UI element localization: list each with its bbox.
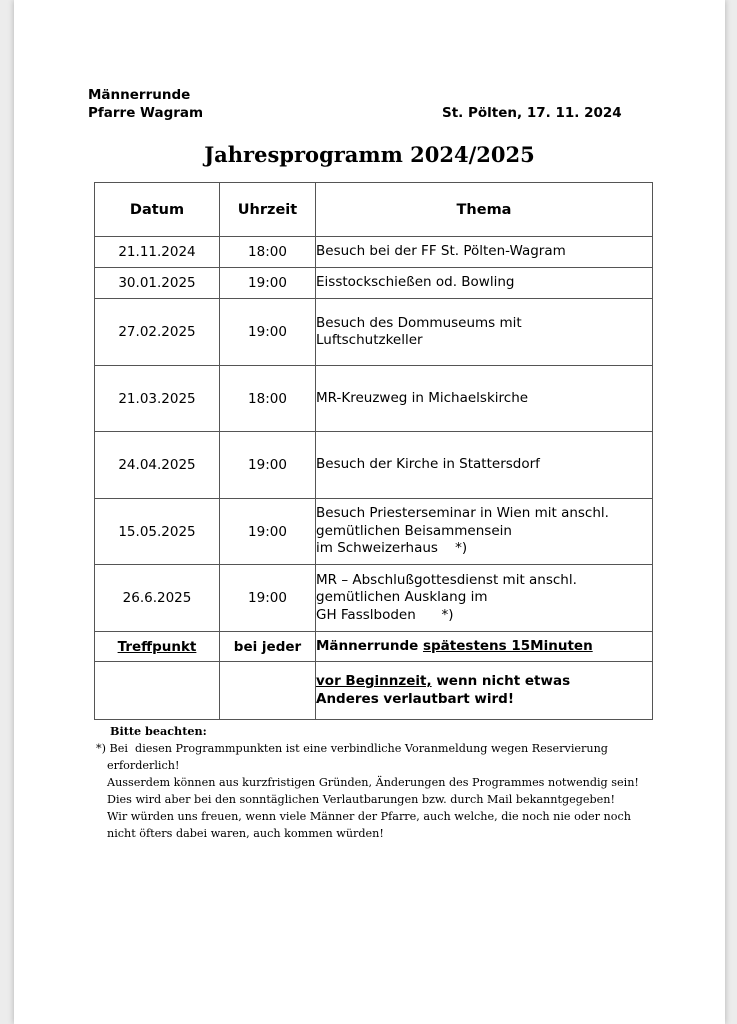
column-header-time: Uhrzeit [220,183,316,237]
row-topic [316,366,653,432]
note-line: erforderlich! [107,759,180,772]
meeting-text-line2 [316,662,653,720]
page-title: Jahresprogramm 2024/2025 [204,142,535,167]
empty-cell [220,662,316,720]
note-line: *) Bei diesen Programmpunkten ist eine verbindliche Voranmeldung wegen Reservierung [96,742,608,755]
note-line: Dies wird aber bei den sonntäglichen Verlautbarungen bzw. durch Mail bekanntgegeben! [107,793,616,806]
table-row [95,366,653,432]
empty-cell [95,662,220,720]
row-time: 19:00 [220,299,316,366]
row-date: 21.03.2025 [95,366,220,432]
notes-section [96,723,676,842]
row-date: 21.11.2024 [95,237,220,268]
table-row [95,299,653,366]
topic-line: Besuch der Kirche in Stattersdorf [316,456,540,473]
table-row [95,432,653,499]
notes-heading: Bitte beachten: [110,724,207,738]
row-date: 27.02.2025 [95,299,220,366]
meeting-text-part: Anderes verlautbart wird! [316,690,515,707]
meeting-text-line1 [316,632,653,662]
topic-line: Eisstockschießen od. Bowling [316,274,515,291]
row-topic [316,432,653,499]
row-time: 19:00 [220,565,316,632]
topic-line: Besuch Priesterseminar in Wien mit anschl. [316,505,609,522]
meeting-row [95,632,653,662]
row-date: 15.05.2025 [95,499,220,565]
program-table [94,182,653,720]
row-topic [316,565,653,632]
meeting-text-emphasis: spätestens 15Minuten [422,637,593,654]
org-name: Männerrunde [88,87,191,103]
table-row [95,237,653,268]
row-date: 30.01.2025 [95,268,220,299]
row-time: 19:00 [220,499,316,565]
meeting-text-emphasis: vor Beginnzeit, [316,673,432,689]
topic-line: Besuch des Dommuseums mit [316,314,522,331]
topic-line: GH Fasslboden *) [316,606,454,623]
topic-line: MR-Kreuzweg in Michaelskirche [316,389,529,406]
organization-block [88,86,203,122]
table-header-row [95,183,653,237]
topic-line: Luftschutzkeller [316,332,423,348]
row-topic [316,299,653,366]
row-time: 19:00 [220,268,316,299]
table-row [95,499,653,565]
row-date: 26.6.2025 [95,565,220,632]
column-header-date: Datum [95,183,220,237]
row-time: 19:00 [220,432,316,499]
place-date: St. Pölten, 17. 11. 2024 [442,105,622,121]
note-line: Ausserdem können aus kurzfristigen Gründen, Änderungen des Programmes notwendig sein! [107,776,639,789]
column-header-topic: Thema [316,183,653,237]
topic-line: gemütlichen Ausklang im [316,589,488,606]
topic-line: Besuch bei der FF St. Pölten-Wagram [316,243,566,260]
topic-line: gemütlichen Beisammensein [316,522,512,539]
note-line: Wir würden uns freuen, wenn viele Männer der Pfarre, auch welche, die noch nie oder noch [107,810,631,823]
row-time: 18:00 [220,366,316,432]
row-topic [316,237,653,268]
meeting-label: Treffpunkt [95,632,220,662]
meeting-row-continued [95,662,653,720]
row-topic [316,268,653,299]
document-page [14,0,725,1024]
row-topic [316,499,653,565]
note-line: nicht öfters dabei waren, auch kommen würden! [107,827,384,840]
row-time: 18:00 [220,237,316,268]
meeting-time-note: bei jeder [220,632,316,662]
topic-line: MR – Abschlußgottesdienst mit anschl. [316,571,577,588]
table-row [95,565,653,632]
row-date: 24.04.2025 [95,432,220,499]
meeting-text-part: Männerrunde [316,637,423,654]
meeting-text-part: wenn nicht etwas [431,673,571,689]
topic-line: im Schweizerhaus *) [316,540,468,557]
table-row [95,268,653,299]
parish-name: Pfarre Wagram [88,105,204,121]
